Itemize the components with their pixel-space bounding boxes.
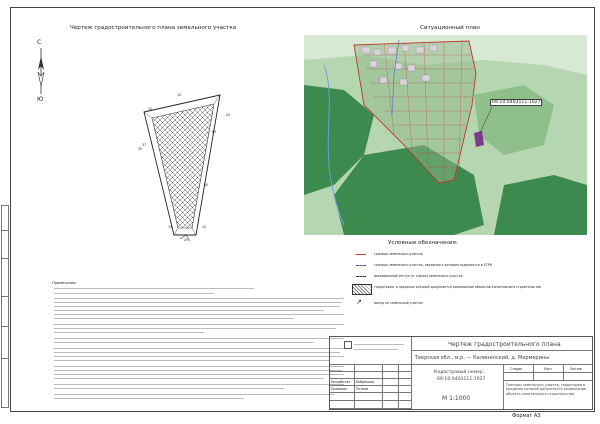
format-label: Формат А3	[512, 413, 541, 419]
plot-dim-label: 20	[226, 113, 231, 117]
plot-drawing	[130, 85, 240, 245]
legend-item: минимальный отступ от границ земельного участка	[374, 274, 463, 278]
plot-dim-label: 15	[148, 107, 153, 111]
legend-item: территория, в пределах которой допускается размещение объектов капитального строительства	[374, 285, 541, 289]
cad-value: 69:10:0403111:1027	[437, 377, 486, 382]
notes-heading: Примечания:	[52, 281, 77, 285]
legend-swatch	[352, 284, 372, 295]
signature-grid	[330, 337, 412, 409]
notes-body	[52, 288, 351, 406]
plot-dim-label: 80	[212, 130, 217, 134]
signer-role: Проверил	[331, 387, 348, 391]
signer-name: Бобрикова	[356, 380, 374, 384]
stamp-icon	[344, 341, 352, 349]
title-block	[329, 336, 593, 410]
scale-label: М 1:1000	[442, 395, 471, 402]
sheets-header: Листов	[570, 367, 582, 371]
title-block-main-title: Чертеж градостроительного плана	[448, 341, 561, 348]
stage-table	[504, 365, 593, 409]
stage-header: Стадия	[510, 367, 523, 371]
sheet-header: Лист	[544, 367, 553, 371]
title-block-location: Тверская обл., м.р. — Калининский, д. Мермерины	[415, 355, 550, 361]
plot-dim-label: 15	[168, 225, 173, 229]
north-label: С	[37, 39, 42, 46]
drawing-title: Чертеж градостроительного плана земельного участка	[70, 25, 237, 31]
signer-name: Петров	[356, 387, 369, 391]
title-block-description: Границы земельного участка, территория в пределах которой допускается размещение объекта капитального строительства	[506, 383, 587, 396]
plot-dim-label: 37	[142, 143, 147, 147]
plot-dim-label: 80	[204, 183, 209, 187]
legend-item: граница земельного участка, сведения о котором содержатся в ЕГРН	[374, 263, 493, 267]
plot-dim-label: 35	[138, 147, 143, 151]
situation-title: Ситуационный план	[420, 25, 480, 31]
legend-item: граница земельного участка	[374, 252, 423, 256]
plot-dim-label: 15	[177, 93, 182, 97]
signer-role: Разработал	[331, 380, 351, 384]
legend-swatch	[356, 265, 366, 267]
plot-dim-label: 15	[202, 225, 207, 229]
entrance-arrow-icon: ↗	[356, 298, 362, 306]
stamp-column	[1, 205, 9, 408]
legend	[350, 250, 590, 312]
left-binding-strip	[0, 0, 10, 424]
cadastral-callout: 69:10:0403111:1027	[492, 100, 541, 105]
situation-map	[304, 35, 587, 235]
legend-swatch	[356, 254, 366, 255]
plot-dim-label: 20	[184, 238, 189, 242]
legend-item: въезд на земельный участок	[374, 301, 423, 305]
legend-title: Условные обозначения:	[388, 240, 458, 246]
north-arrow	[30, 38, 52, 110]
legend-swatch	[356, 276, 366, 278]
south-label: Ю	[37, 96, 44, 103]
cad-label: Кадастровый номер	[434, 370, 483, 375]
